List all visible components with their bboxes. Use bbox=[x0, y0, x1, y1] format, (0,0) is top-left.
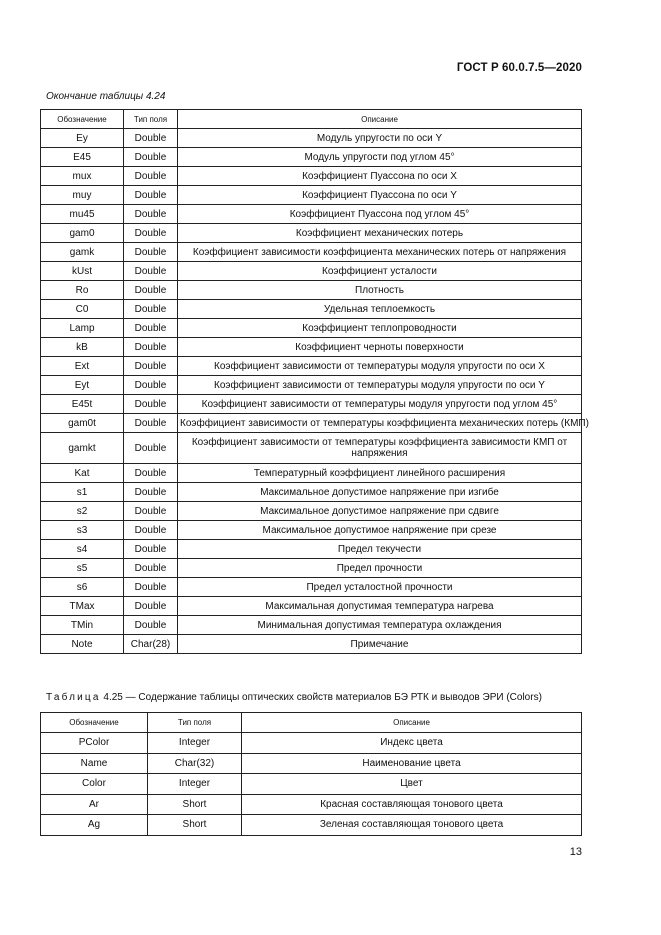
cell-field-type: Double bbox=[124, 616, 178, 635]
cell-designation: Lamp bbox=[41, 319, 124, 338]
cell-description: Предел текучести bbox=[178, 540, 582, 559]
cell-field-type: Double bbox=[124, 129, 178, 148]
cell-field-type: Integer bbox=[148, 774, 242, 795]
cell-field-type: Double bbox=[124, 521, 178, 540]
cell-designation: TMax bbox=[41, 597, 124, 616]
cell-field-type: Double bbox=[124, 483, 178, 502]
table-row bbox=[41, 129, 582, 148]
cell-field-type: Double bbox=[124, 243, 178, 262]
cell-description: Температурный коэффициент линейного расширения bbox=[178, 464, 582, 483]
cell-designation: E45t bbox=[41, 395, 124, 414]
cell-field-type: Double bbox=[124, 597, 178, 616]
cell-designation: mux bbox=[41, 167, 124, 186]
cell-field-type: Double bbox=[124, 262, 178, 281]
cell-description: Максимальное допустимое напряжение при срезе bbox=[178, 521, 582, 540]
cell-designation: E45 bbox=[41, 148, 124, 167]
table-row bbox=[41, 205, 582, 224]
cell-field-type: Double bbox=[124, 167, 178, 186]
cell-description: Максимальное допустимое напряжение при изгибе bbox=[178, 483, 582, 502]
cell-field-type: Double bbox=[124, 578, 178, 597]
cell-description: Коэффициент Пуассона под углом 45° bbox=[178, 205, 582, 224]
cell-designation: Ro bbox=[41, 281, 124, 300]
cell-field-type: Double bbox=[124, 186, 178, 205]
cell-description: Модуль упругости под углом 45° bbox=[178, 148, 582, 167]
table-row bbox=[41, 483, 582, 502]
cell-designation: s3 bbox=[41, 521, 124, 540]
cell-field-type: Char(28) bbox=[124, 635, 178, 654]
cell-field-type: Double bbox=[124, 376, 178, 395]
table-4-25-caption bbox=[46, 692, 542, 703]
cell-description: Коэффициент Пуассона по оси X bbox=[178, 167, 582, 186]
cell-description: Коэффициент Пуассона по оси Y bbox=[178, 186, 582, 205]
table-row bbox=[41, 167, 582, 186]
column-header-designation: Обозначение bbox=[41, 110, 124, 129]
table-header-row bbox=[41, 713, 582, 733]
cell-description: Зеленая составляющая тонового цвета bbox=[242, 815, 582, 836]
column-header-field-type: Тип поля bbox=[124, 110, 178, 129]
cell-designation: gamkt bbox=[41, 433, 124, 464]
standard-code: ГОСТ Р 60.0.7.5—2020 bbox=[456, 62, 582, 74]
cell-description: Коэффициент зависимости от температуры коэффициента зависимости КМП от напряжения bbox=[178, 433, 582, 464]
cell-field-type: Integer bbox=[148, 733, 242, 754]
table-header-row bbox=[41, 110, 582, 129]
cell-description: Красная составляющая тонового цвета bbox=[242, 794, 582, 815]
table-row bbox=[41, 376, 582, 395]
cell-designation: Color bbox=[41, 774, 148, 795]
table-row bbox=[41, 578, 582, 597]
page-number: 13 bbox=[569, 846, 582, 858]
table-row bbox=[41, 502, 582, 521]
cell-designation: gamk bbox=[41, 243, 124, 262]
table-4-25-caption-text: 4.25 — Содержание таблицы оптических свойств материалов БЭ РТК и выводов ЭРИ (Colors) bbox=[100, 692, 542, 703]
table-row bbox=[41, 319, 582, 338]
table-4-24-body bbox=[41, 129, 589, 654]
table-row bbox=[41, 540, 582, 559]
table-row bbox=[41, 559, 582, 578]
cell-designation: muy bbox=[41, 186, 124, 205]
table-row bbox=[41, 753, 582, 774]
cell-field-type: Char(32) bbox=[148, 753, 242, 774]
cell-description: Наименование цвета bbox=[242, 753, 582, 774]
table-row bbox=[41, 300, 582, 319]
cell-designation: PColor bbox=[41, 733, 148, 754]
cell-description: Коэффициент механических потерь bbox=[178, 224, 582, 243]
cell-description: Коэффициент зависимости коэффициента механических потерь от напряжения bbox=[178, 243, 582, 262]
cell-designation: s1 bbox=[41, 483, 124, 502]
cell-designation: mu45 bbox=[41, 205, 124, 224]
cell-designation: Ext bbox=[41, 357, 124, 376]
cell-description: Предел усталостной прочности bbox=[178, 578, 582, 597]
table-4-24-caption: Окончание таблицы 4.24 bbox=[46, 91, 166, 102]
cell-field-type: Double bbox=[124, 281, 178, 300]
cell-field-type: Double bbox=[124, 338, 178, 357]
cell-field-type: Double bbox=[124, 300, 178, 319]
cell-description: Удельная теплоемкость bbox=[178, 300, 582, 319]
cell-designation: Eyt bbox=[41, 376, 124, 395]
cell-description: Минимальная допустимая температура охлаждения bbox=[178, 616, 582, 635]
table-row bbox=[41, 395, 582, 414]
cell-description: Коэффициент зависимости от температуры модуля упругости под углом 45° bbox=[178, 395, 582, 414]
table-4-25-body bbox=[41, 733, 582, 836]
cell-description: Индекс цвета bbox=[242, 733, 582, 754]
table-row bbox=[41, 597, 582, 616]
table-row bbox=[41, 281, 582, 300]
cell-field-type: Double bbox=[124, 395, 178, 414]
cell-field-type: Double bbox=[124, 502, 178, 521]
table-row bbox=[41, 414, 582, 433]
cell-field-type: Double bbox=[124, 205, 178, 224]
table-row bbox=[41, 433, 582, 464]
cell-field-type: Double bbox=[124, 540, 178, 559]
table-4-25-caption-label: Таблица bbox=[46, 692, 101, 703]
column-header-designation: Обозначение bbox=[41, 713, 148, 733]
cell-designation: Note bbox=[41, 635, 124, 654]
cell-designation: Ag bbox=[41, 815, 148, 836]
table-row bbox=[41, 815, 582, 836]
cell-field-type: Double bbox=[124, 559, 178, 578]
column-header-field-type: Тип поля bbox=[148, 713, 242, 733]
cell-description: Коэффициент черноты поверхности bbox=[178, 338, 582, 357]
cell-designation: Ar bbox=[41, 794, 148, 815]
cell-designation: gam0t bbox=[41, 414, 124, 433]
table-row bbox=[41, 224, 582, 243]
table-row bbox=[41, 521, 582, 540]
cell-designation: Ey bbox=[41, 129, 124, 148]
cell-field-type: Short bbox=[148, 794, 242, 815]
cell-description: Коэффициент усталости bbox=[178, 262, 582, 281]
cell-description: Цвет bbox=[242, 774, 582, 795]
table-row bbox=[41, 733, 582, 754]
table-row bbox=[41, 262, 582, 281]
cell-designation: TMin bbox=[41, 616, 124, 635]
table-row bbox=[41, 464, 582, 483]
table-row bbox=[41, 635, 582, 654]
cell-field-type: Double bbox=[124, 224, 178, 243]
cell-designation: gam0 bbox=[41, 224, 124, 243]
cell-description: Максимальное допустимое напряжение при сдвиге bbox=[178, 502, 582, 521]
table-row bbox=[41, 186, 582, 205]
table-4-24 bbox=[40, 109, 589, 654]
cell-description: Коэффициент зависимости от температуры модуля упругости по оси Y bbox=[178, 376, 582, 395]
cell-field-type: Short bbox=[148, 815, 242, 836]
cell-description: Примечание bbox=[178, 635, 582, 654]
column-header-description: Описание bbox=[242, 713, 582, 733]
table-row bbox=[41, 774, 582, 795]
cell-description: Коэффициент зависимости от температуры модуля упругости по оси X bbox=[178, 357, 582, 376]
table-row bbox=[41, 794, 582, 815]
table-row bbox=[41, 338, 582, 357]
table-row bbox=[41, 616, 582, 635]
cell-description: Предел прочности bbox=[178, 559, 582, 578]
cell-description: Модуль упругости по оси Y bbox=[178, 129, 582, 148]
cell-designation: s2 bbox=[41, 502, 124, 521]
cell-designation: s6 bbox=[41, 578, 124, 597]
cell-designation: Name bbox=[41, 753, 148, 774]
cell-field-type: Double bbox=[124, 319, 178, 338]
cell-designation: C0 bbox=[41, 300, 124, 319]
table-row bbox=[41, 243, 582, 262]
cell-description: Максимальная допустимая температура нагрева bbox=[178, 597, 582, 616]
cell-description: Плотность bbox=[178, 281, 582, 300]
cell-designation: s4 bbox=[41, 540, 124, 559]
table-row bbox=[41, 357, 582, 376]
cell-designation: Kat bbox=[41, 464, 124, 483]
cell-designation: s5 bbox=[41, 559, 124, 578]
table-row bbox=[41, 148, 582, 167]
cell-designation: kB bbox=[41, 338, 124, 357]
table-4-25 bbox=[40, 712, 582, 836]
cell-field-type: Double bbox=[124, 414, 178, 433]
cell-field-type: Double bbox=[124, 433, 178, 464]
cell-description: Коэффициент зависимости от температуры коэффициента механических потерь (КМП) bbox=[178, 414, 582, 433]
cell-designation: kUst bbox=[41, 262, 124, 281]
cell-description: Коэффициент теплопроводности bbox=[178, 319, 582, 338]
cell-field-type: Double bbox=[124, 357, 178, 376]
cell-field-type: Double bbox=[124, 148, 178, 167]
cell-field-type: Double bbox=[124, 464, 178, 483]
column-header-description: Описание bbox=[178, 110, 582, 129]
